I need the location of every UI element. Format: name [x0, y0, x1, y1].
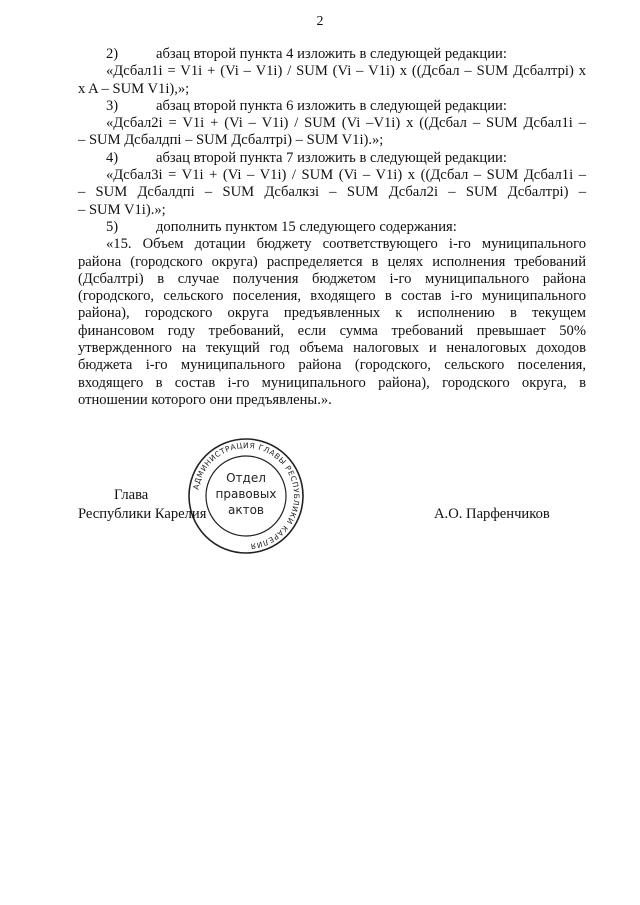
formula-line: – SUM Дсбалдпi – SUM Дсбалкзi – SUM Дсбал2i – SUM Дсбалтрi) – [78, 184, 586, 201]
item-number: 3) [106, 97, 119, 114]
paragraph-line: района), городского округа предъявленных к исполнению в текущем [78, 305, 586, 322]
amendment-item [78, 150, 586, 167]
svg-text:актов: актов [227, 503, 265, 517]
paragraph-line: финансовом году требований, если сумма требований превышает 50% [78, 322, 586, 339]
paragraph-line: бюджета i-го муниципального района (городского, сельского поселения, [78, 357, 586, 374]
item-intro: абзац второй пункта 7 изложить в следующей редакции: [156, 149, 507, 166]
paragraph-line: входящего в состав i-го муниципального района), городского округа, в [78, 374, 586, 391]
paragraph-line: (городского, сельского поселения, входящего в состав i-го муниципального [78, 288, 586, 305]
paragraph-line: отношении которого они предъявлены.». [78, 391, 332, 408]
formula-line: «Дсбал2i = V1i + (Vi – V1i) / SUM (Vi –V1i) x ((Дсбал – SUM Дсбал1i – [106, 115, 586, 132]
amendment-item [78, 46, 586, 63]
item-number: 4) [106, 149, 119, 166]
formula-line: – SUM V1i).»; [78, 201, 166, 218]
item-intro: дополнить пунктом 15 следующего содержания: [156, 218, 457, 235]
paragraph-line: утвержденного на текущий год объема налоговых и неналоговых доходов [78, 340, 586, 357]
amendment-item [78, 98, 586, 115]
item-intro: абзац второй пункта 6 изложить в следующей редакции: [156, 97, 507, 114]
paragraph-line: «15. Объем дотации бюджету соответствующего i-го муниципального [106, 236, 586, 253]
signatory-region: Республики Карелия [78, 506, 207, 522]
amendment-item [78, 219, 586, 236]
item-intro: абзац второй пункта 4 изложить в следующей редакции: [156, 46, 507, 62]
formula-line: «Дсбал3i = V1i + (Vi – V1i) / SUM (Vi – V1i) x ((Дсбал – SUM Дсбал1i – [106, 167, 586, 184]
svg-text:правовых: правовых [215, 487, 277, 501]
formula-line: «Дсбал1i = V1i + (Vi – V1i) / SUM (Vi – V1i) x ((Дсбал – SUM Дсбалтрi) x [106, 63, 586, 80]
formula-line: – SUM Дсбалдпi – SUM Дсбалтрi) – SUM V1i).»; [78, 132, 384, 149]
signatory-name: А.О. Парфенчиков [434, 506, 550, 522]
item-number: 5) [106, 218, 119, 235]
page-number: 2 [316, 14, 324, 29]
paragraph-line: района (городского округа) распределяется в целях исполнения требований [78, 253, 586, 270]
stamp-seal [186, 436, 306, 556]
item-number: 2) [106, 46, 119, 62]
svg-text:АДМИНИСТРАЦИЯ ГЛАВЫ РЕСПУБЛИКИ: АДМИНИСТРАЦИЯ ГЛАВЫ РЕСПУБЛИКИ КАРЕЛИЯ [191, 440, 302, 551]
document-body [78, 46, 586, 409]
formula-line: x A – SUM V1i),»; [78, 80, 190, 97]
svg-text:Отдел: Отдел [226, 471, 266, 485]
paragraph-line: (Дсбалтрi) в случае получения бюджетом i-го муниципального района [78, 270, 586, 287]
signatory-title: Глава [114, 487, 149, 503]
